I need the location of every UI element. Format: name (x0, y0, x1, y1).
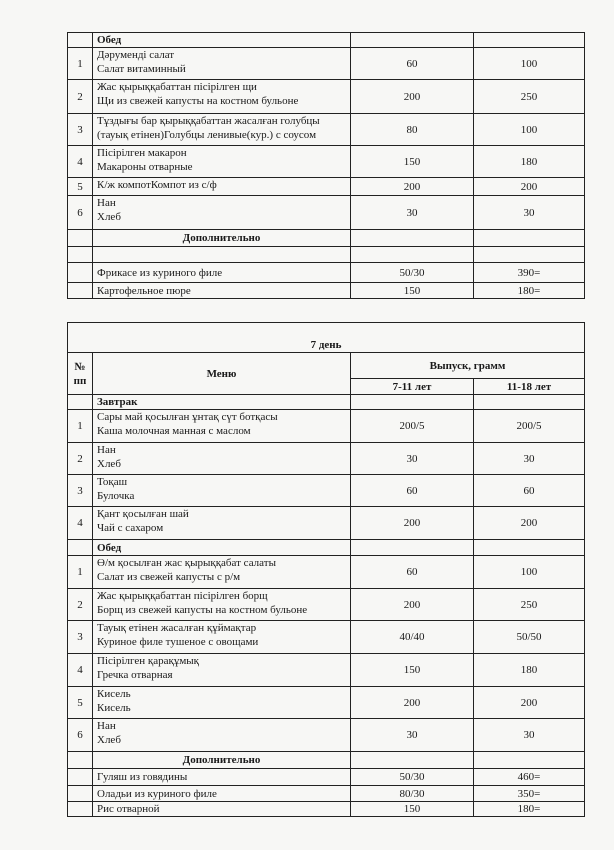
table-row (68, 687, 585, 719)
row-number: 4 (68, 654, 93, 687)
extra-title-row (68, 752, 585, 769)
dish-name-kazakh: Нан (97, 720, 116, 732)
empty-cell (93, 247, 351, 263)
portion-7-11: 80/30 (351, 786, 474, 802)
table-row (68, 80, 585, 114)
portion-11-18: 180= (474, 283, 585, 299)
dish-name-russian: Хлеб (97, 211, 121, 223)
portion-7-11: 50/30 (351, 263, 474, 283)
lunch-table-day6 (67, 32, 585, 299)
table-row (68, 410, 585, 443)
portion-11-18: 200 (474, 507, 585, 540)
empty-cell (68, 283, 93, 299)
dish-name-kazakh: Ө/м қосылған жас қырыққабат салаты (97, 557, 276, 569)
row-number: 5 (68, 687, 93, 719)
portion-11-18: 50/50 (474, 621, 585, 654)
dish-name (93, 443, 351, 475)
extra-title-row (68, 230, 585, 247)
empty-cell (474, 752, 585, 769)
extra-dish-name: Рис отварной (93, 802, 351, 817)
empty-cell (68, 230, 93, 247)
dish-name (93, 719, 351, 752)
portion-7-11: 200 (351, 80, 474, 114)
portion-11-18: 30 (474, 196, 585, 230)
empty-cell (68, 752, 93, 769)
empty-cell (68, 802, 93, 817)
dish-name-kazakh: Тұздығы бар қырыққабаттан жасалған голубцы (97, 115, 320, 127)
portion-7-11: 150 (351, 802, 474, 817)
dish-name-kazakh: Сары май қосылған ұнтақ сүт ботқасы (97, 411, 278, 423)
portion-7-11: 30 (351, 443, 474, 475)
row-number: 4 (68, 507, 93, 540)
dish-name-russian: Хлеб (97, 734, 121, 746)
extra-dish-name: Картофельное пюре (93, 283, 351, 299)
table-row (68, 178, 585, 196)
dish-name-russian: Салат витаминный (97, 63, 186, 75)
portion-11-18: 30 (474, 719, 585, 752)
menu-table-day7 (67, 322, 585, 817)
dish-name (93, 556, 351, 589)
dish-name-kazakh: Қант қосылған шай (97, 508, 189, 520)
dish-name-russian: Гречка отварная (97, 669, 173, 681)
portion-11-18: 460= (474, 769, 585, 786)
dish-name-kazakh: Жас қырыққабаттан пісірілген щи (97, 81, 257, 93)
empty-cell (474, 395, 585, 410)
extra-row (68, 802, 585, 817)
dish-name-russian: Булочка (97, 490, 135, 502)
dish-name-kazakh: Пісірілген қарақұмық (97, 655, 200, 667)
portion-11-18: 390= (474, 263, 585, 283)
extra-section-title: Дополнительно (93, 752, 351, 769)
portion-11-18: 250 (474, 80, 585, 114)
empty-cell (68, 786, 93, 802)
dish-name-kazakh: Кисель (97, 688, 131, 700)
empty-cell (474, 247, 585, 263)
row-number: 4 (68, 146, 93, 178)
section-row (68, 33, 585, 48)
empty-cell (351, 395, 474, 410)
empty-cell (351, 540, 474, 556)
empty-cell (474, 540, 585, 556)
table-row (68, 196, 585, 230)
extra-dish-name: Оладьи из куриного филе (93, 786, 351, 802)
portion-11-18: 180 (474, 654, 585, 687)
portion-7-11: 150 (351, 283, 474, 299)
dish-name-kazakh: Дәруменді салат (97, 49, 175, 61)
table-row (68, 556, 585, 589)
dish-name (93, 621, 351, 654)
table-row (68, 589, 585, 621)
extra-section-title: Дополнительно (93, 230, 351, 247)
empty-cell (474, 33, 585, 48)
dish-name-kazakh: Нан (97, 197, 116, 209)
dish-name-russian: Чай с сахаром (97, 522, 164, 534)
extra-row (68, 786, 585, 802)
blank-row (68, 247, 585, 263)
dish-name-kazakh: Нан (97, 444, 116, 456)
section-lunch-title: Обед (93, 540, 351, 556)
extra-row (68, 769, 585, 786)
row-number: 6 (68, 196, 93, 230)
section-lunch-title: Обед (93, 33, 351, 48)
portion-11-18: 350= (474, 786, 585, 802)
table-row (68, 507, 585, 540)
portion-7-11: 150 (351, 146, 474, 178)
row-number: 6 (68, 719, 93, 752)
extra-dish-name: Фрикасе из куриного филе (93, 263, 351, 283)
row-number: 3 (68, 621, 93, 654)
dish-name-russian: Хлеб (97, 458, 121, 470)
empty-cell (68, 540, 93, 556)
col-age-7-11-header: 7-11 лет (351, 379, 474, 395)
section-breakfast-title: Завтрак (93, 395, 351, 410)
table-row (68, 48, 585, 80)
dish-name-russian: Каша молочная манная с маслом (97, 425, 251, 437)
portion-7-11: 60 (351, 556, 474, 589)
col-number-header: № пп (68, 353, 93, 395)
empty-cell (68, 263, 93, 283)
table-row (68, 654, 585, 687)
portion-7-11: 30 (351, 196, 474, 230)
extra-dish-name: Гуляш из говядины (93, 769, 351, 786)
table-row (68, 443, 585, 475)
empty-cell (68, 247, 93, 263)
portion-11-18: 60 (474, 475, 585, 507)
day-title: 7 день (68, 323, 585, 353)
empty-cell (351, 230, 474, 247)
row-number: 2 (68, 589, 93, 621)
portion-11-18: 200 (474, 687, 585, 719)
dish-name-russian: Борщ из свежей капусты на костном бульоне (97, 604, 308, 616)
dish-name (93, 475, 351, 507)
dish-name (93, 589, 351, 621)
portion-7-11: 40/40 (351, 621, 474, 654)
table-row (68, 114, 585, 146)
portion-7-11: 80 (351, 114, 474, 146)
row-number: 2 (68, 443, 93, 475)
dish-name-kazakh: Пісірілген макарон (97, 147, 187, 159)
dish-name-russian: Салат из свежей капусты с р/м (97, 571, 241, 583)
portion-7-11: 60 (351, 475, 474, 507)
portion-7-11: 60 (351, 48, 474, 80)
dish-name-russian: Куриное филе тушеное с овощами (97, 636, 259, 648)
dish-name (93, 410, 351, 443)
dish-name-kazakh: Жас қырыққабаттан пісірілген борщ (97, 590, 268, 602)
dish-name (93, 48, 351, 80)
portion-7-11: 200/5 (351, 410, 474, 443)
dish-name-russian: Щи из свежей капусты на костном бульоне (97, 95, 299, 107)
row-number: 1 (68, 48, 93, 80)
dish-name (93, 114, 351, 146)
col-age-11-18-header: 11-18 лет (474, 379, 585, 395)
portion-7-11: 200 (351, 507, 474, 540)
table-row (68, 719, 585, 752)
portion-7-11: 200 (351, 687, 474, 719)
portion-11-18: 180 (474, 146, 585, 178)
col-menu-header: Меню (93, 353, 351, 395)
dish-name (93, 178, 351, 196)
empty-cell (351, 33, 474, 48)
portion-7-11: 200 (351, 589, 474, 621)
table-row (68, 146, 585, 178)
portion-11-18: 180= (474, 802, 585, 817)
portion-11-18: 100 (474, 48, 585, 80)
portion-11-18: 100 (474, 556, 585, 589)
row-number: 3 (68, 114, 93, 146)
dish-name-russian: (тауық етінен)Голубцы ленивые(кур.) с соусом (97, 129, 317, 141)
portion-11-18: 100 (474, 114, 585, 146)
portion-11-18: 30 (474, 443, 585, 475)
empty-cell (68, 769, 93, 786)
row-number: 5 (68, 178, 93, 196)
section-row (68, 395, 585, 410)
empty-cell (68, 395, 93, 410)
empty-cell (351, 752, 474, 769)
empty-cell (351, 247, 474, 263)
dish-name-kazakh: Тоқаш (97, 476, 128, 488)
portion-11-18: 200 (474, 178, 585, 196)
portion-7-11: 150 (351, 654, 474, 687)
portion-7-11: 30 (351, 719, 474, 752)
dish-name (93, 507, 351, 540)
dish-name-russian: Макароны отварные (97, 161, 193, 173)
dish-name-russian: Кисель (97, 702, 131, 714)
table-row (68, 475, 585, 507)
dish-name-kazakh: Тауық етінен жасалған құймақтар (97, 622, 257, 634)
portion-7-11: 200 (351, 178, 474, 196)
table-row (68, 621, 585, 654)
empty-cell (68, 33, 93, 48)
extra-row (68, 283, 585, 299)
row-number: 1 (68, 556, 93, 589)
dish-name (93, 687, 351, 719)
dish-name (93, 146, 351, 178)
empty-cell (474, 230, 585, 247)
portion-11-18: 200/5 (474, 410, 585, 443)
row-number: 3 (68, 475, 93, 507)
extra-row (68, 263, 585, 283)
portion-7-11: 50/30 (351, 769, 474, 786)
col-output-header: Выпуск, грамм (351, 353, 585, 379)
section-row (68, 540, 585, 556)
row-number: 2 (68, 80, 93, 114)
dish-name-kazakh: К/ж компотКомпот из с/ф (97, 179, 217, 191)
dish-name (93, 80, 351, 114)
row-number: 1 (68, 410, 93, 443)
portion-11-18: 250 (474, 589, 585, 621)
dish-name (93, 196, 351, 230)
dish-name (93, 654, 351, 687)
